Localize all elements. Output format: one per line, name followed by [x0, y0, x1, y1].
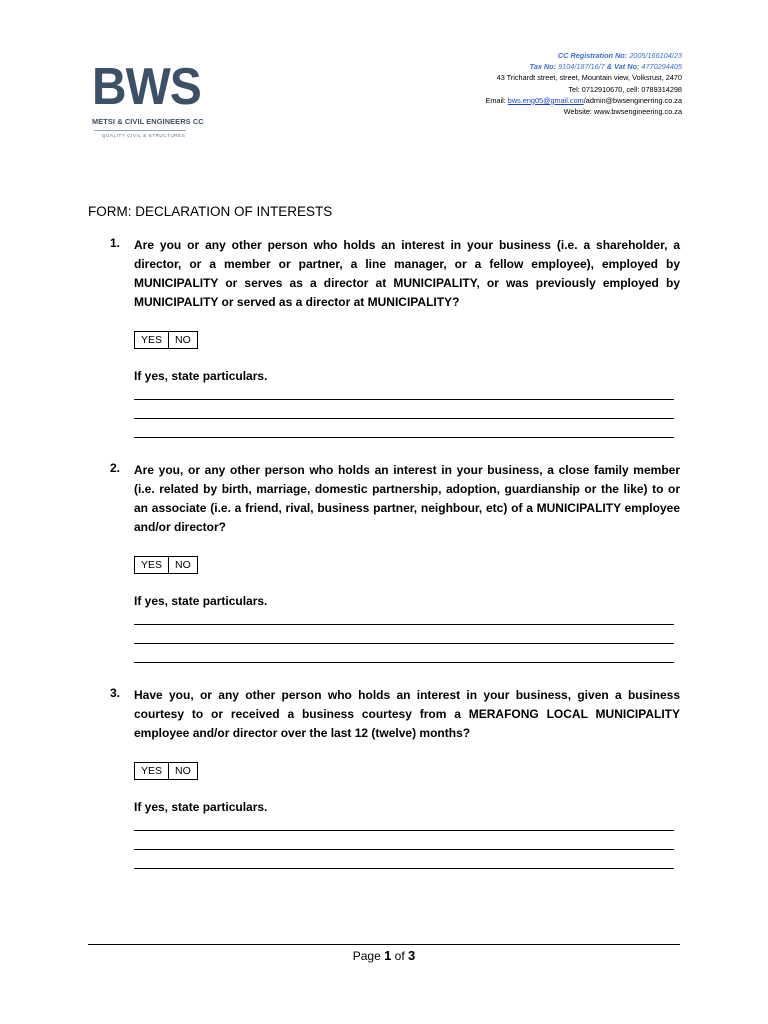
yes-no-box: [134, 331, 198, 349]
yes-no-box: [134, 556, 198, 574]
answer-line[interactable]: [134, 418, 674, 419]
question-number: 1.: [110, 236, 121, 250]
company-contact-block: [485, 50, 682, 117]
answer-line[interactable]: [134, 643, 674, 644]
tax-value: 9104/187/16/7: [558, 62, 605, 72]
answer-line[interactable]: [134, 830, 674, 831]
telephone-line: Tel: 0712910670, cell: 0789314298: [568, 84, 682, 94]
yes-option[interactable]: YES: [141, 334, 163, 346]
company-logo: [88, 58, 204, 150]
tax-line: [485, 61, 682, 72]
registration-line: [485, 50, 682, 61]
vat-value: 4770294405: [641, 62, 682, 72]
answer-line[interactable]: [134, 849, 674, 850]
of-word: of: [394, 949, 405, 963]
yes-no-box: [134, 762, 198, 780]
website-line: Website: www.bwsengineering.co.za: [563, 107, 682, 117]
answer-line[interactable]: [134, 624, 674, 625]
page-footer: [0, 948, 768, 963]
question-text: Are you or any other person who holds an interest in your business (i.e. a shareholder, a director, or a member or partner, a line manager, or a fellow employee), employed by MUNICIPALITY or serves as a director at MUNICIPALITY, or was previously employed by MUNICIPALITY or served as a director at MUNICIPALITY?: [134, 238, 680, 309]
logo-divider: [94, 130, 186, 131]
email-line: [485, 95, 682, 106]
answer-line[interactable]: [134, 437, 674, 438]
form-title: FORM: DECLARATION OF INTERESTS: [88, 204, 333, 219]
footer-divider: [88, 944, 680, 945]
question-1: [110, 236, 680, 383]
registration-label: CC Registration No:: [557, 51, 628, 60]
address-line: 43 Trichardt street, street, Mountain view, Volksrust, 2470: [496, 73, 682, 83]
question-2: [110, 461, 680, 608]
no-option[interactable]: NO: [168, 557, 197, 573]
question-number: 3.: [110, 686, 121, 700]
particulars-label: If yes, state particulars.: [134, 594, 268, 608]
tax-label: Tax No:: [529, 62, 557, 72]
email-link[interactable]: bws.eng05@gmail.com: [507, 95, 584, 105]
particulars-label: If yes, state particulars.: [134, 369, 268, 383]
logo-tagline: QUALITY CIVIL & STRUCTURES: [102, 133, 186, 138]
yes-option[interactable]: YES: [141, 559, 163, 571]
no-option[interactable]: NO: [168, 332, 197, 348]
logo-company-name: METSI & CIVIL ENGINEERS CC: [92, 117, 204, 126]
page-word: Page: [352, 949, 381, 963]
yes-option[interactable]: YES: [141, 765, 163, 777]
current-page: 1: [384, 948, 392, 963]
logo-wordmark: BWS: [92, 58, 201, 116]
particulars-label: If yes, state particulars.: [134, 800, 268, 814]
question-number: 2.: [110, 461, 121, 475]
answer-line[interactable]: [134, 662, 674, 663]
email-label: Email:: [485, 95, 506, 105]
answer-line[interactable]: [134, 399, 674, 400]
no-option[interactable]: NO: [168, 763, 197, 779]
question-text: Are you, or any other person who holds an interest in your business, a close family member (i.e. related by birth, marriage, domestic partnership, adoption, guardianship or the like) to or an associate (i.e. a friend, rival, business partner, neighbour, etc) of a MUNICIPALITY employee and/or director?: [134, 463, 680, 534]
email-secondary: /admin@bwsenginerring.co.za: [583, 95, 682, 105]
question-text: Have you, or any other person who holds an interest in your business, given a business courtesy to or received a business courtesy from a MERAFONG LOCAL MUNICIPALITY employee and/or director over the last 12 (twelve) months?: [134, 688, 680, 740]
registration-value: 2005/166104/23: [629, 51, 682, 60]
answer-line[interactable]: [134, 868, 674, 869]
question-3: [110, 686, 680, 814]
total-pages: 3: [408, 948, 416, 963]
vat-label: & Vat No:: [606, 62, 640, 72]
